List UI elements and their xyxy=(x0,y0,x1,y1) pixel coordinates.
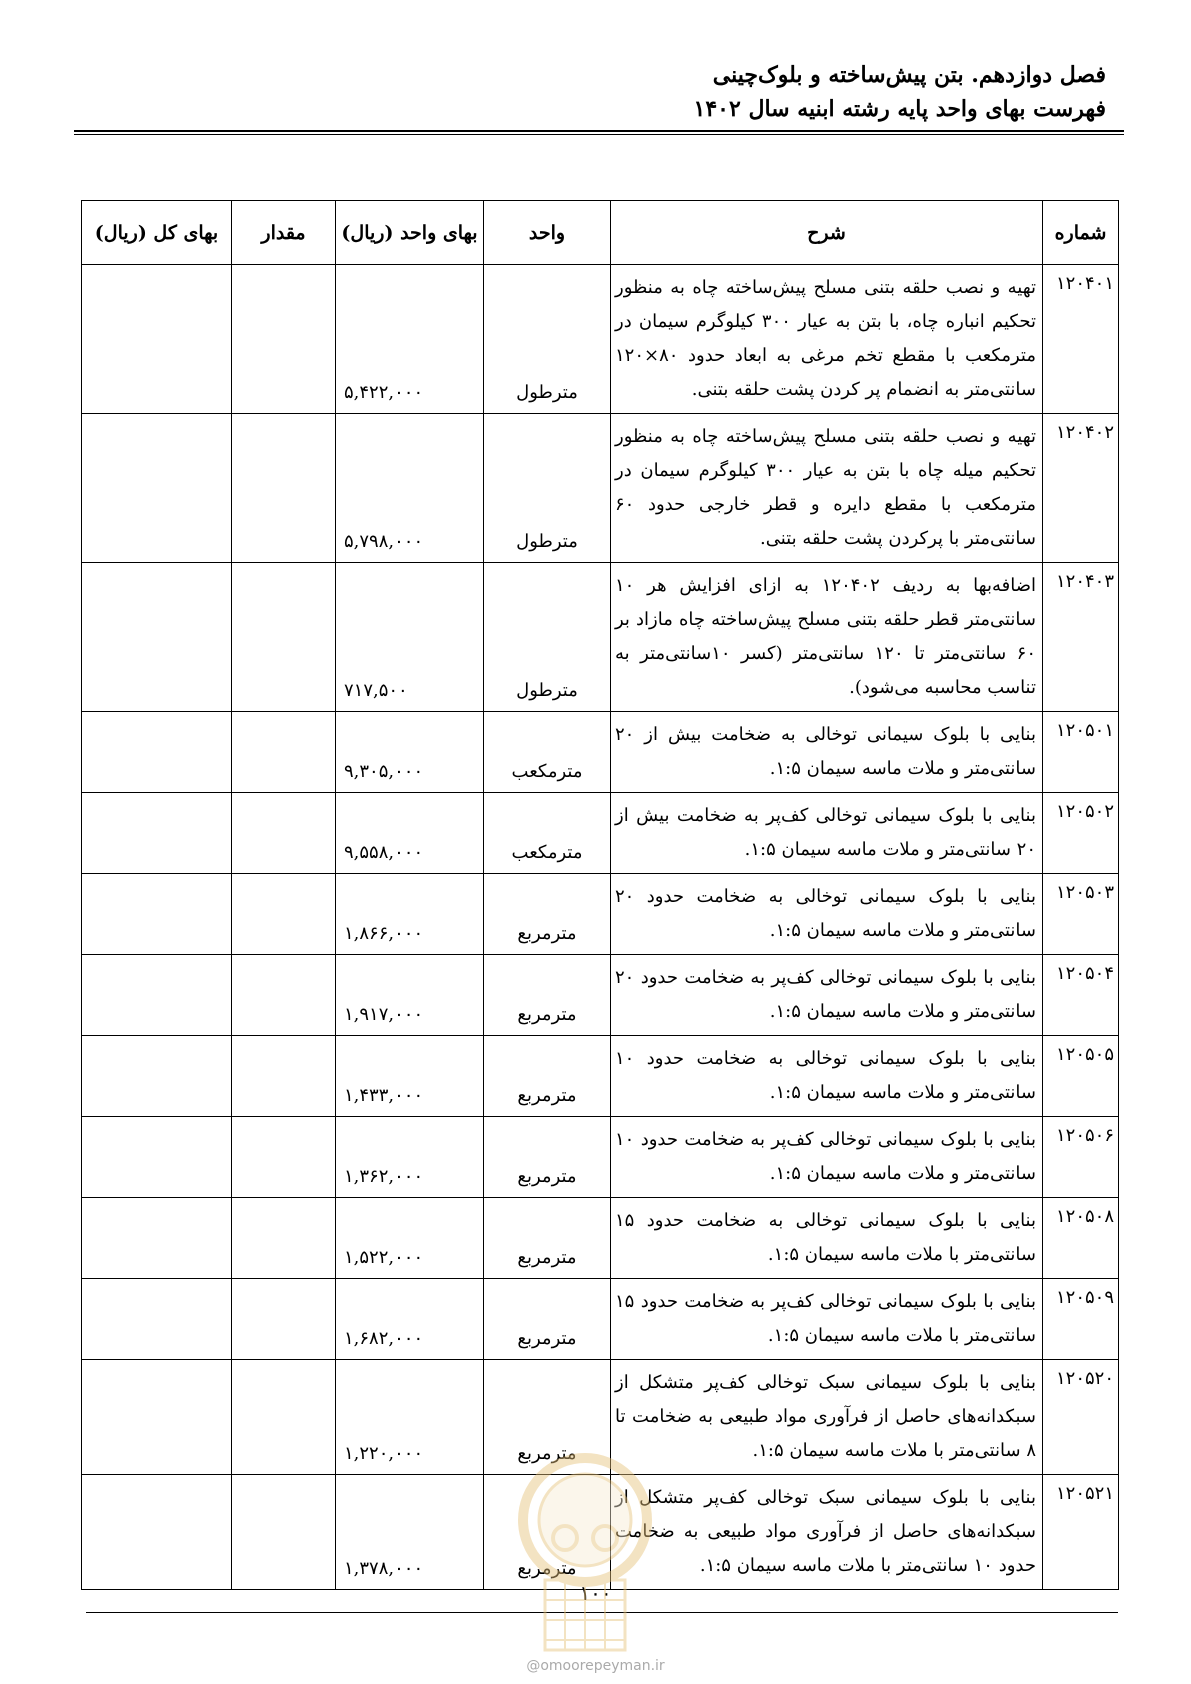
item-number: ۱۲۰۵۰۵ xyxy=(1043,1036,1119,1117)
item-unit: مترمکعب xyxy=(484,793,611,874)
item-unit: مترمربع xyxy=(484,874,611,955)
table-row xyxy=(82,265,1119,414)
item-total xyxy=(82,265,232,414)
item-number: ۱۲۰۵۰۹ xyxy=(1043,1279,1119,1360)
item-unit: مترمربع xyxy=(484,1279,611,1360)
item-description: بنایی با بلوک سیمانی توخالی به ضخامت حدود ۱۵ سانتی‌متر با ملات ماسه سیمان ۱:۵. xyxy=(611,1198,1043,1279)
item-description: بنایی با بلوک سیمانی توخالی به ضخامت حدود ۲۰ سانتی‌متر و ملات ماسه سیمان ۱:۵. xyxy=(611,874,1043,955)
table-row xyxy=(82,1117,1119,1198)
item-unit-price: ۱,۶۸۲,۰۰۰ xyxy=(336,1279,484,1360)
table-body xyxy=(82,265,1119,1590)
item-unit-price: ۱,۵۲۲,۰۰۰ xyxy=(336,1198,484,1279)
list-title: فهرست بهای واحد پایه رشته ابنیه سال ۱۴۰۲ xyxy=(693,96,1106,122)
item-number: ۱۲۰۴۰۳ xyxy=(1043,563,1119,712)
item-description: بنایی با بلوک سیمانی سبک توخالی کف‌پر متشکل از سبکدانه‌های حاصل از فرآوری مواد طبیعی به ضخامت تا ۸ سانتی‌متر با ملات ماسه سیمان ۱:۵. xyxy=(611,1360,1043,1475)
item-total xyxy=(82,1475,232,1590)
item-unit-price: ۹,۵۵۸,۰۰۰ xyxy=(336,793,484,874)
item-number: ۱۲۰۵۰۳ xyxy=(1043,874,1119,955)
table-header-row xyxy=(82,201,1119,265)
table-row xyxy=(82,955,1119,1036)
price-table xyxy=(81,200,1119,1590)
chapter-title: فصل دوازدهم. بتن پیش‌ساخته و بلوک‌چینی xyxy=(712,62,1106,88)
watermark-seal-icon xyxy=(510,1440,660,1660)
item-total xyxy=(82,1279,232,1360)
item-total xyxy=(82,955,232,1036)
item-unit: مترمربع xyxy=(484,1036,611,1117)
item-total xyxy=(82,874,232,955)
header-rule-thin xyxy=(74,134,1124,135)
item-quantity xyxy=(232,1360,336,1475)
item-unit: مترطول xyxy=(484,414,611,563)
item-unit: مترمربع xyxy=(484,1360,611,1475)
item-unit-price: ۵,۴۲۲,۰۰۰ xyxy=(336,265,484,414)
item-description: بنایی با بلوک سیمانی سبک توخالی کف‌پر متشکل از سبکدانه‌های حاصل از فرآوری مواد طبیعی به ضخامت حدود ۱۰ سانتی‌متر با ملات ماسه سیمان ۱:۵. xyxy=(611,1475,1043,1590)
item-unit-price: ۱,۲۲۰,۰۰۰ xyxy=(336,1360,484,1475)
item-total xyxy=(82,793,232,874)
header-quantity: مقدار xyxy=(232,201,336,265)
item-number: ۱۲۰۴۰۱ xyxy=(1043,265,1119,414)
item-quantity xyxy=(232,1279,336,1360)
item-total xyxy=(82,563,232,712)
item-total xyxy=(82,712,232,793)
item-quantity xyxy=(232,414,336,563)
page-header xyxy=(66,58,1106,126)
item-unit-price: ۱,۹۱۷,۰۰۰ xyxy=(336,955,484,1036)
item-unit: مترمربع xyxy=(484,955,611,1036)
header-rule-thick xyxy=(74,130,1124,132)
table-row xyxy=(82,1036,1119,1117)
item-number: ۱۲۰۵۰۶ xyxy=(1043,1117,1119,1198)
item-unit: مترمربع xyxy=(484,1198,611,1279)
item-description: تهیه و نصب حلقه بتنی مسلح پیش‌ساخته چاه به منظور تحکیم میله چاه با بتن به عیار ۳۰۰ کیلوگرم سیمان در مترمکعب با مقطع دایره و قطر خارجی حدود ۶۰ سانتی‌متر با پرکردن پشت حلقه بتنی. xyxy=(611,414,1043,563)
item-description: بنایی با بلوک سیمانی توخالی به ضخامت بیش از ۲۰ سانتی‌متر و ملات ماسه سیمان ۱:۵. xyxy=(611,712,1043,793)
item-number: ۱۲۰۵۲۰ xyxy=(1043,1360,1119,1475)
item-unit-price: ۱,۳۷۸,۰۰۰ xyxy=(336,1475,484,1590)
table-row xyxy=(82,793,1119,874)
item-number: ۱۲۰۵۲۱ xyxy=(1043,1475,1119,1590)
item-unit: مترطول xyxy=(484,265,611,414)
item-quantity xyxy=(232,712,336,793)
item-description: بنایی با بلوک سیمانی توخالی کف‌پر به ضخامت بیش از ۲۰ سانتی‌متر و ملات ماسه سیمان ۱:۵. xyxy=(611,793,1043,874)
page-number: ۱۰۰ xyxy=(579,1581,612,1605)
item-number: ۱۲۰۴۰۲ xyxy=(1043,414,1119,563)
watermark-text: @omoorepeyman.ir xyxy=(526,1658,665,1674)
item-quantity xyxy=(232,1475,336,1590)
header-unit-price: بهای واحد (ریال) xyxy=(336,201,484,265)
item-description: بنایی با بلوک سیمانی توخالی به ضخامت حدود ۱۰ سانتی‌متر و ملات ماسه سیمان ۱:۵. xyxy=(611,1036,1043,1117)
item-quantity xyxy=(232,793,336,874)
item-description: تهیه و نصب حلقه بتنی مسلح پیش‌ساخته چاه به منظور تحکیم انباره چاه، با بتن به عیار ۳۰۰ کیلوگرم سیمان در مترمکعب با مقطع تخم مرغی به ابعاد حدود ۸۰×۱۲۰ سانتی‌متر به انضمام پر کردن پشت حلقه بتنی. xyxy=(611,265,1043,414)
item-number: ۱۲۰۵۰۲ xyxy=(1043,793,1119,874)
item-unit: مترمکعب xyxy=(484,712,611,793)
table-row xyxy=(82,1198,1119,1279)
item-unit-price: ۱,۸۶۶,۰۰۰ xyxy=(336,874,484,955)
item-total xyxy=(82,1036,232,1117)
header-unit: واحد xyxy=(484,201,611,265)
item-number: ۱۲۰۵۰۸ xyxy=(1043,1198,1119,1279)
item-number: ۱۲۰۵۰۴ xyxy=(1043,955,1119,1036)
item-description: بنایی با بلوک سیمانی توخالی کف‌پر به ضخامت حدود ۱۵ سانتی‌متر با ملات ماسه سیمان ۱:۵. xyxy=(611,1279,1043,1360)
item-unit-price: ۱,۴۳۳,۰۰۰ xyxy=(336,1036,484,1117)
item-total xyxy=(82,1198,232,1279)
item-quantity xyxy=(232,265,336,414)
item-unit-price: ۹,۳۰۵,۰۰۰ xyxy=(336,712,484,793)
table-row xyxy=(82,712,1119,793)
item-number: ۱۲۰۵۰۱ xyxy=(1043,712,1119,793)
item-unit-price: ۷۱۷,۵۰۰ xyxy=(336,563,484,712)
header-number: شماره xyxy=(1043,201,1119,265)
item-quantity xyxy=(232,1117,336,1198)
item-total xyxy=(82,414,232,563)
item-quantity xyxy=(232,874,336,955)
item-unit: مترطول xyxy=(484,563,611,712)
header-description: شرح xyxy=(611,201,1043,265)
item-unit-price: ۵,۷۹۸,۰۰۰ xyxy=(336,414,484,563)
item-total xyxy=(82,1360,232,1475)
item-description: بنایی با بلوک سیمانی توخالی کف‌پر به ضخامت حدود ۱۰ سانتی‌متر و ملات ماسه سیمان ۱:۵. xyxy=(611,1117,1043,1198)
item-quantity xyxy=(232,955,336,1036)
table-row xyxy=(82,874,1119,955)
item-total xyxy=(82,1117,232,1198)
item-unit: مترمربع xyxy=(484,1475,611,1590)
item-unit: مترمربع xyxy=(484,1117,611,1198)
item-description: بنایی با بلوک سیمانی توخالی کف‌پر به ضخامت حدود ۲۰ سانتی‌متر و ملات ماسه سیمان ۱:۵. xyxy=(611,955,1043,1036)
table-row xyxy=(82,1279,1119,1360)
item-quantity xyxy=(232,1198,336,1279)
header-total: بهای کل (ریال) xyxy=(82,201,232,265)
table-row xyxy=(82,563,1119,712)
item-unit-price: ۱,۳۶۲,۰۰۰ xyxy=(336,1117,484,1198)
item-quantity xyxy=(232,1036,336,1117)
item-quantity xyxy=(232,563,336,712)
item-description: اضافه‌بها به ردیف ۱۲۰۴۰۲ به ازای افزایش هر ۱۰ سانتی‌متر قطر حلقه بتنی مسلح پیش‌ساخته چاه مازاد بر ۶۰ سانتی‌متر تا ۱۲۰ سانتی‌متر (کسر ۱۰سانتی‌متر به تناسب محاسبه می‌شود). xyxy=(611,563,1043,712)
table-row xyxy=(82,414,1119,563)
